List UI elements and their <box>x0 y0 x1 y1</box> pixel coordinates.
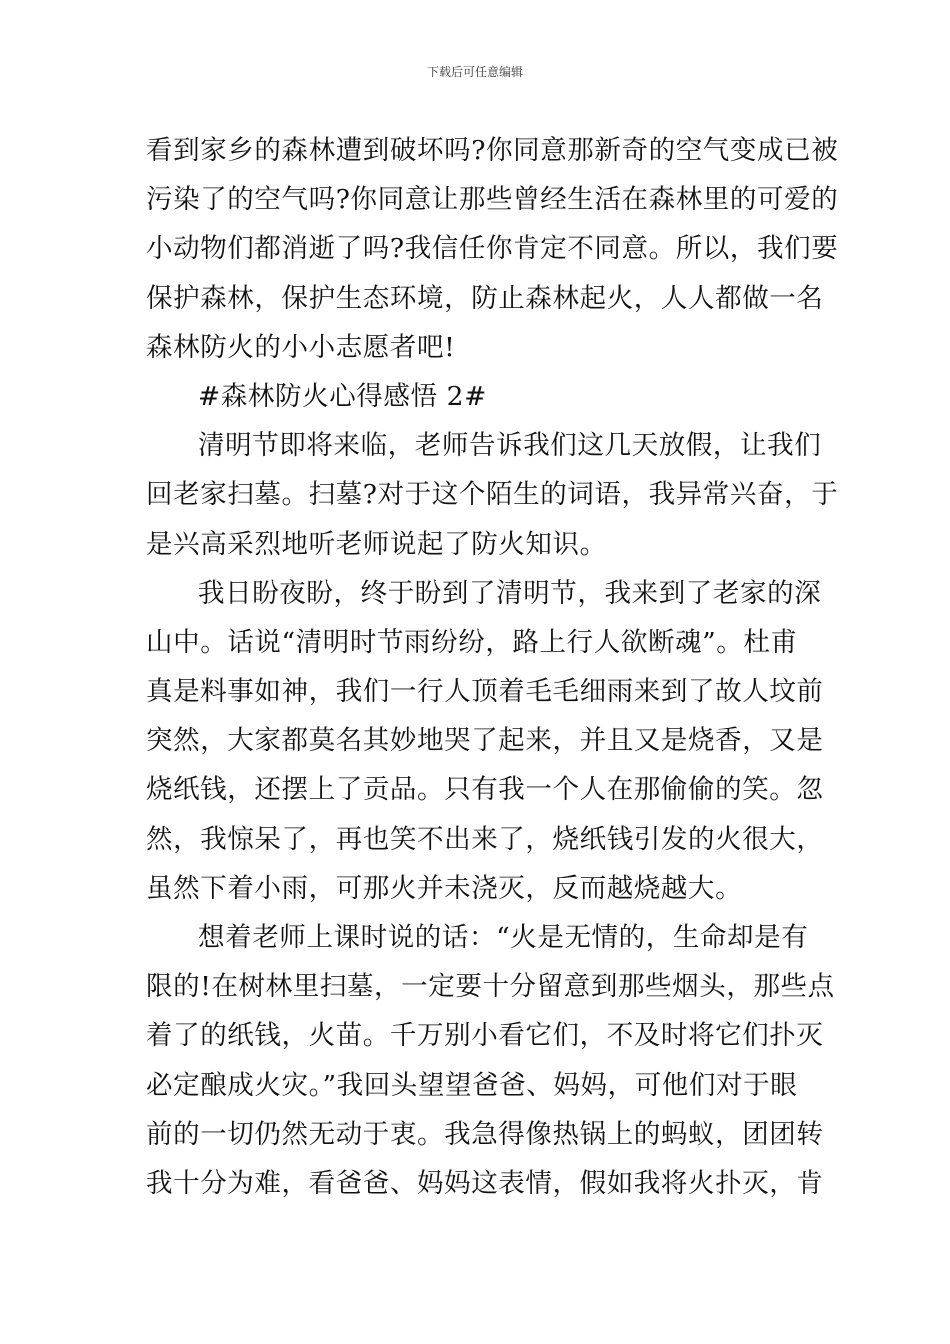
text-line: 我十分为难，看爸爸、妈妈这表情，假如我将火扑灭，肯 <box>146 1167 824 1199</box>
text-line: 清明节即将来临，老师告诉我们这几天放假，让我们 <box>198 430 822 462</box>
text-line: 前的一切仍然无动于衷。我急得像热锅上的蚂蚁，团团转 <box>146 1118 824 1150</box>
text-line: 突然，大家都莫名其妙地哭了起来，并且又是烧香，又是 <box>146 725 824 757</box>
text-line: 限的!在树林里扫墓，一定要十分留意到那些烟头，那些点 <box>146 971 835 1003</box>
document-body <box>146 126 839 1208</box>
text-line: 虽然下着小雨，可那火并未浇灭，反而越烧越大。 <box>146 872 743 904</box>
text-line: 小动物们都消逝了吗?我信任你肯定不同意。所以，我们要 <box>146 233 839 265</box>
text-line: 保护森林，保护生态环境，防止森林起火，人人都做一名 <box>146 282 824 314</box>
text-line: 必定酿成火灾。”我回头望望爸爸、妈妈，可他们对于眼 <box>146 1069 798 1101</box>
text-line: 着了的纸钱，火苗。千万别小看它们，不及时将它们扑灭 <box>146 1020 824 1052</box>
text-line: 烧纸钱，还摆上了贡品。只有我一个人在那偷偷的笑。忽 <box>146 774 824 806</box>
text-line: 污染了的空气吗?你同意让那些曾经生活在森林里的可爱的 <box>146 184 839 216</box>
text-line: 回老家扫墓。扫墓?对于这个陌生的词语，我异常兴奋，于 <box>146 479 839 511</box>
text-line: 看到家乡的森林遭到破坏吗?你同意那新奇的空气变成已被 <box>146 135 839 166</box>
text-line: 我日盼夜盼，终于盼到了清明节，我来到了老家的深 <box>198 577 822 609</box>
section-heading: #森林防火心得感悟 2# <box>198 380 487 412</box>
text-line: 是兴高采烈地听老师说起了防火知识。 <box>146 528 607 560</box>
text-line: 山中。话说“清明时节雨纷纷，路上行人欲断魂”。杜甫 <box>146 626 798 658</box>
text-line: 真是料事如神，我们一行人顶着毛毛细雨来到了故人坟前 <box>146 676 824 708</box>
page-header: 下载后可任意编辑 <box>426 65 523 79</box>
text-line: 然，我惊呆了，再也笑不出来了，烧纸钱引发的火很大， <box>146 823 824 855</box>
text-line: 森林防火的小小志愿者吧! <box>146 331 456 363</box>
text-line: 想着老师上课时说的话：“火是无情的，生命却是有 <box>198 922 809 953</box>
